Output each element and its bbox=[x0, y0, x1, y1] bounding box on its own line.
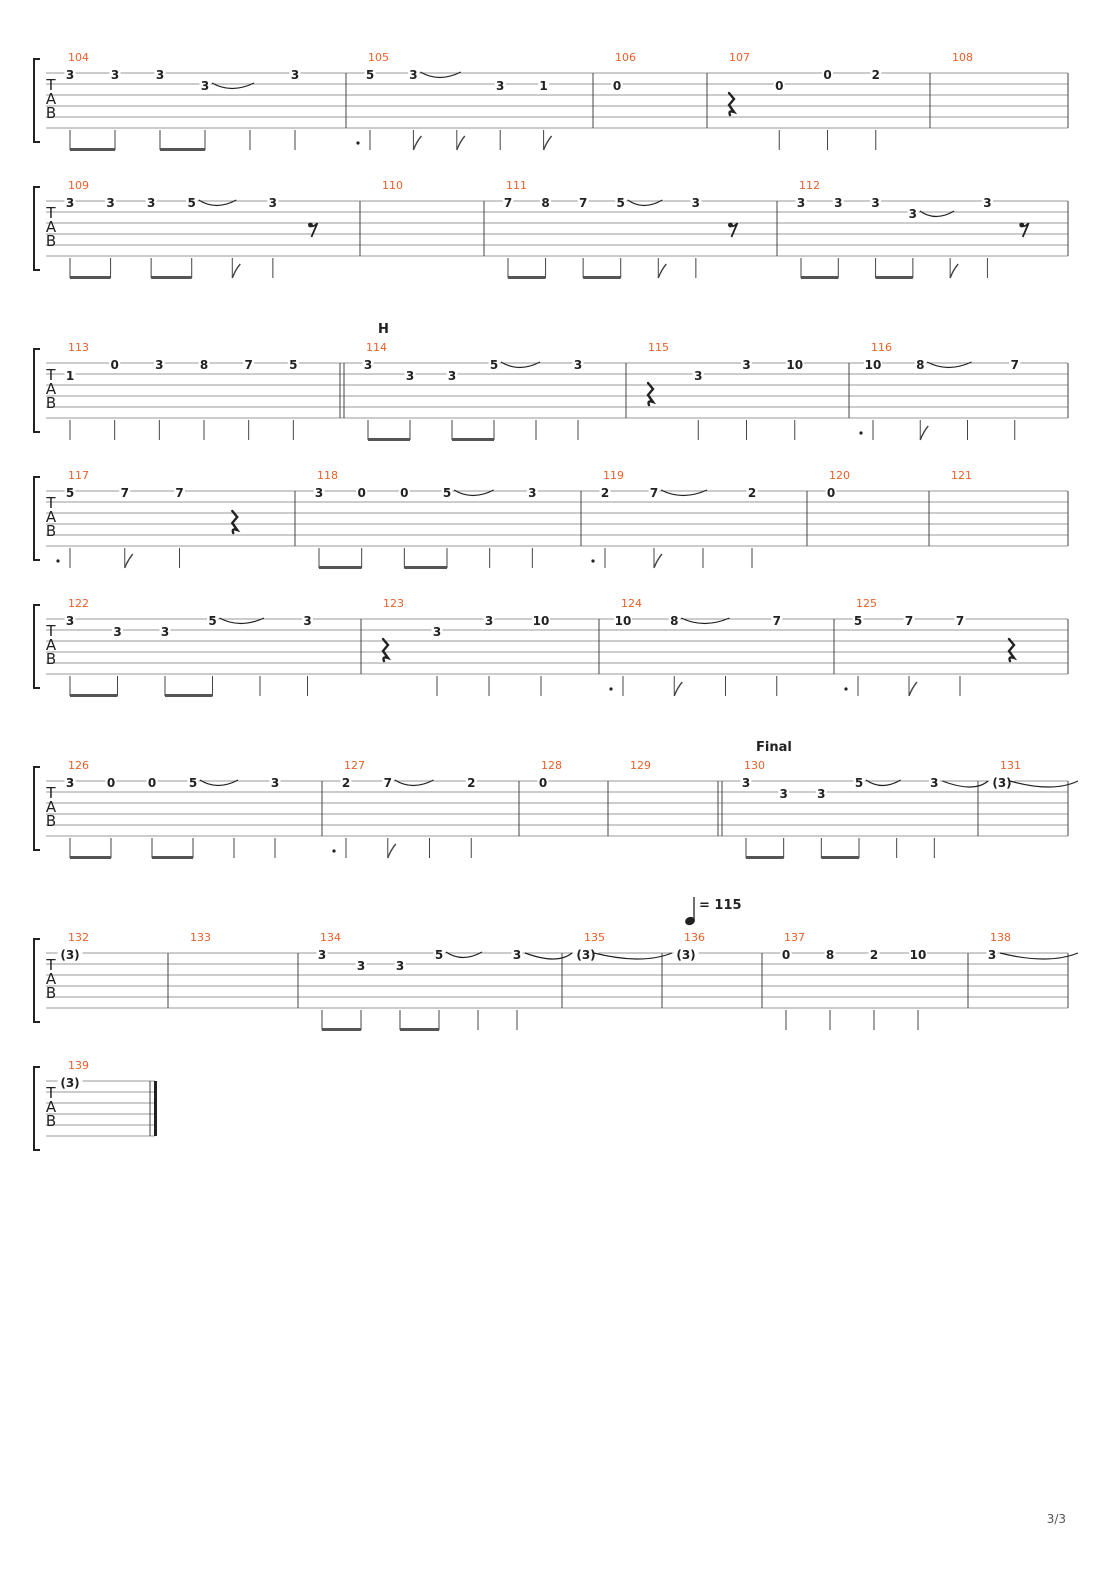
bar-number: 119 bbox=[603, 469, 624, 482]
beam bbox=[151, 276, 192, 279]
beam bbox=[70, 856, 111, 859]
beam bbox=[746, 856, 784, 859]
beam bbox=[70, 276, 111, 279]
staff-system bbox=[34, 897, 1078, 1031]
fret-number: 3 bbox=[447, 369, 457, 383]
quarter-rest bbox=[232, 511, 237, 533]
fret-number: 7 bbox=[578, 196, 588, 210]
eighth-flag bbox=[920, 426, 928, 440]
staff-system bbox=[34, 469, 1068, 569]
fret-number: 0 bbox=[823, 68, 832, 82]
bar-number: 130 bbox=[744, 759, 765, 772]
fret-number: 3 bbox=[270, 776, 280, 790]
fret-number: 3 bbox=[160, 625, 170, 639]
fret-number: 10 bbox=[532, 614, 550, 628]
fret-number: 0 bbox=[110, 358, 119, 372]
fret-number: 3 bbox=[496, 79, 505, 93]
tie-arc bbox=[525, 953, 572, 959]
fret-number: (3) bbox=[60, 1076, 80, 1090]
fret-number: 5 bbox=[489, 358, 499, 372]
fret-number: 3 bbox=[290, 68, 300, 82]
system-bracket bbox=[34, 187, 40, 270]
fret-number: 7 bbox=[955, 614, 965, 628]
fret-number: 8 bbox=[825, 948, 835, 962]
dot bbox=[859, 431, 862, 434]
fret-number: 7 bbox=[904, 614, 914, 628]
fret-number: 7 bbox=[244, 358, 253, 372]
beam bbox=[583, 276, 621, 279]
fret-number: 2 bbox=[747, 486, 757, 500]
fret-number: 7 bbox=[503, 196, 513, 210]
system-bracket bbox=[34, 1067, 40, 1150]
bar-number: 118 bbox=[317, 469, 338, 482]
system-bracket bbox=[34, 767, 40, 850]
bar-number: 108 bbox=[952, 51, 973, 64]
fret-number: 0 bbox=[781, 948, 791, 962]
beam bbox=[821, 856, 859, 859]
fret-number: 3 bbox=[110, 68, 120, 82]
fret-number: 0 bbox=[538, 776, 548, 790]
fret-number: 3 bbox=[65, 68, 75, 82]
bar-number: 114 bbox=[366, 341, 387, 354]
fret-number: 3 bbox=[834, 196, 843, 210]
bar-number: 104 bbox=[68, 51, 89, 64]
fret-number: 0 bbox=[826, 486, 836, 500]
fret-number: 3 bbox=[395, 959, 405, 973]
beam bbox=[322, 1028, 361, 1031]
eighth-flag bbox=[658, 264, 666, 278]
quarter-rest bbox=[1009, 639, 1014, 661]
bar-number: 109 bbox=[68, 179, 89, 192]
eighth-rest bbox=[729, 223, 737, 237]
eighth-flag bbox=[544, 136, 552, 150]
bar-number: 138 bbox=[990, 931, 1011, 944]
tie-arc bbox=[594, 953, 672, 959]
fret-number: 3 bbox=[930, 776, 939, 790]
fret-number: 3 bbox=[317, 948, 327, 962]
final-barline-thick bbox=[154, 1081, 157, 1136]
fret-number: 3 bbox=[983, 196, 992, 210]
beam bbox=[70, 694, 118, 697]
dot bbox=[609, 687, 612, 690]
eighth-flag bbox=[950, 264, 958, 278]
bar-number: 135 bbox=[584, 931, 605, 944]
fret-number: (3) bbox=[992, 776, 1012, 790]
fret-number: 3 bbox=[200, 79, 210, 93]
quarter-rest bbox=[648, 383, 653, 405]
fret-number: 10 bbox=[864, 358, 882, 372]
eighth-flag bbox=[125, 554, 133, 568]
fret-number: 7 bbox=[383, 776, 392, 790]
fret-number: (3) bbox=[576, 948, 596, 962]
bar-number: 121 bbox=[951, 469, 972, 482]
fret-number: 3 bbox=[363, 358, 373, 372]
bar-number: 125 bbox=[856, 597, 877, 610]
fret-number: 0 bbox=[612, 79, 622, 93]
staff-system bbox=[34, 322, 1068, 441]
section-marker: Final bbox=[756, 740, 792, 755]
fret-number: 3 bbox=[908, 207, 918, 221]
staff-system bbox=[34, 179, 1068, 279]
tab-clef-letter: B bbox=[45, 1112, 57, 1130]
fret-number: 3 bbox=[742, 358, 751, 372]
page-number: 3/3 bbox=[1046, 1512, 1066, 1526]
fret-number: 3 bbox=[691, 196, 701, 210]
tempo-label: = 115 bbox=[699, 898, 742, 913]
beam bbox=[452, 438, 494, 441]
beam bbox=[319, 566, 362, 569]
staff-system bbox=[34, 1059, 157, 1150]
fret-number: 3 bbox=[268, 196, 278, 210]
fret-number: 3 bbox=[871, 196, 880, 210]
tab-clef-letter: A bbox=[45, 798, 57, 816]
bar-number: 107 bbox=[729, 51, 750, 64]
bar-number: 132 bbox=[68, 931, 89, 944]
fret-number: 3 bbox=[65, 196, 75, 210]
tab-clef-letter: T bbox=[46, 494, 56, 512]
beam bbox=[152, 856, 193, 859]
system-bracket bbox=[34, 605, 40, 688]
fret-number: 5 bbox=[289, 358, 298, 372]
fret-number: 3 bbox=[817, 787, 826, 801]
fret-number: 7 bbox=[649, 486, 659, 500]
tab-clef-letter: T bbox=[46, 956, 56, 974]
tab-clef-letter: T bbox=[46, 204, 56, 222]
beam bbox=[404, 566, 447, 569]
system-bracket bbox=[34, 939, 40, 1022]
fret-number: 5 bbox=[208, 614, 217, 628]
eighth-flag bbox=[457, 136, 465, 150]
tab-clef-letter: B bbox=[45, 394, 57, 412]
fret-number: 3 bbox=[106, 196, 115, 210]
bar-number: 124 bbox=[621, 597, 642, 610]
fret-number: 3 bbox=[779, 787, 788, 801]
fret-number: 1 bbox=[539, 79, 548, 93]
bar-number: 111 bbox=[506, 179, 527, 192]
eighth-rest bbox=[309, 223, 317, 237]
fret-number: 3 bbox=[741, 776, 751, 790]
bar-number: 129 bbox=[630, 759, 651, 772]
dot bbox=[844, 687, 847, 690]
eighth-flag bbox=[674, 682, 682, 696]
tab-clef-letter: T bbox=[46, 1084, 56, 1102]
tie-arc bbox=[1000, 953, 1078, 959]
dot bbox=[591, 559, 594, 562]
fret-number: 0 bbox=[775, 79, 784, 93]
fret-number: 5 bbox=[188, 776, 198, 790]
tie-arc bbox=[942, 781, 988, 787]
fret-number: 3 bbox=[65, 776, 75, 790]
tab-clef-letter: B bbox=[45, 650, 57, 668]
fret-number: 1 bbox=[65, 369, 75, 383]
staff-system bbox=[34, 597, 1068, 697]
bar-number: 136 bbox=[684, 931, 705, 944]
fret-number: 10 bbox=[786, 358, 804, 372]
fret-number: 7 bbox=[772, 614, 781, 628]
staff-system bbox=[34, 740, 1078, 859]
fret-number: 3 bbox=[146, 196, 156, 210]
tab-clef-letter: B bbox=[45, 104, 57, 122]
tab-clef-letter: A bbox=[45, 1098, 57, 1116]
tab-clef-letter: T bbox=[46, 366, 56, 384]
fret-number: 7 bbox=[120, 486, 129, 500]
fret-number: 7 bbox=[175, 486, 184, 500]
fret-number: 3 bbox=[155, 68, 165, 82]
dot bbox=[56, 559, 59, 562]
bar-number: 113 bbox=[68, 341, 89, 354]
fret-number: 5 bbox=[616, 196, 625, 210]
fret-number: 3 bbox=[484, 614, 494, 628]
fret-number: 5 bbox=[187, 196, 196, 210]
bar-number: 127 bbox=[344, 759, 365, 772]
bar-number: 122 bbox=[68, 597, 89, 610]
bar-number: 110 bbox=[382, 179, 403, 192]
tab-clef-letter: A bbox=[45, 90, 57, 108]
bar-number: 131 bbox=[1000, 759, 1021, 772]
fret-number: 3 bbox=[987, 948, 997, 962]
tab-clef-letter: T bbox=[46, 784, 56, 802]
fret-number: 0 bbox=[147, 776, 157, 790]
fret-number: 3 bbox=[694, 369, 703, 383]
fret-number: 5 bbox=[854, 776, 864, 790]
bar-number: 106 bbox=[615, 51, 636, 64]
bar-number: 116 bbox=[871, 341, 892, 354]
tab-clef-letter: B bbox=[45, 984, 57, 1002]
fret-number: 2 bbox=[871, 68, 880, 82]
dot bbox=[356, 141, 359, 144]
tab-clef-letter: A bbox=[45, 970, 57, 988]
bar-number: 133 bbox=[190, 931, 211, 944]
tab-clef-letter: B bbox=[45, 232, 57, 250]
fret-number: 0 bbox=[400, 486, 409, 500]
fret-number: 10 bbox=[614, 614, 632, 628]
eighth-flag bbox=[232, 264, 240, 278]
fret-number: 2 bbox=[467, 776, 476, 790]
fret-number: 5 bbox=[65, 486, 75, 500]
fret-number: 2 bbox=[600, 486, 610, 500]
bar-number: 134 bbox=[320, 931, 341, 944]
bar-number: 137 bbox=[784, 931, 805, 944]
fret-number: 7 bbox=[1010, 358, 1019, 372]
bar-number: 120 bbox=[829, 469, 850, 482]
fret-number: 8 bbox=[670, 614, 679, 628]
fret-number: 3 bbox=[528, 486, 537, 500]
tab-clef-letter: B bbox=[45, 522, 57, 540]
beam bbox=[508, 276, 546, 279]
fret-number: 3 bbox=[303, 614, 312, 628]
fret-number: 3 bbox=[432, 625, 442, 639]
tab-clef-letter: B bbox=[45, 812, 57, 830]
tab-clef-letter: T bbox=[46, 622, 56, 640]
bar-number: 128 bbox=[541, 759, 562, 772]
tab-clef-letter: A bbox=[45, 636, 57, 654]
beam bbox=[165, 694, 213, 697]
system-bracket bbox=[34, 477, 40, 560]
fret-number: 3 bbox=[796, 196, 806, 210]
bar-number: 123 bbox=[383, 597, 404, 610]
tab-clef-letter: A bbox=[45, 508, 57, 526]
eighth-flag bbox=[413, 136, 421, 150]
fret-number: (3) bbox=[676, 948, 696, 962]
fret-number: 3 bbox=[113, 625, 122, 639]
tab-clef-letter: A bbox=[45, 218, 57, 236]
fret-number: 5 bbox=[365, 68, 375, 82]
beam bbox=[400, 1028, 439, 1031]
bar-number: 105 bbox=[368, 51, 389, 64]
fret-number: 5 bbox=[853, 614, 863, 628]
beam bbox=[70, 148, 115, 151]
bar-number: 117 bbox=[68, 469, 89, 482]
bar-number: 112 bbox=[799, 179, 820, 192]
fret-number: 3 bbox=[405, 369, 415, 383]
fret-number: 3 bbox=[409, 68, 418, 82]
fret-number: 10 bbox=[909, 948, 927, 962]
beam bbox=[801, 276, 838, 279]
fret-number: 3 bbox=[573, 358, 583, 372]
system-bracket bbox=[34, 59, 40, 142]
tab-clef-letter: A bbox=[45, 380, 57, 398]
tab-clef-letter: T bbox=[46, 76, 56, 94]
fret-number: 0 bbox=[357, 486, 366, 500]
fret-number: 8 bbox=[916, 358, 925, 372]
fret-number: 3 bbox=[356, 959, 366, 973]
bar-number: 126 bbox=[68, 759, 89, 772]
fret-number: 2 bbox=[869, 948, 879, 962]
bar-number: 139 bbox=[68, 1059, 89, 1072]
section-marker: H bbox=[378, 322, 389, 337]
quarter-rest bbox=[383, 639, 388, 661]
eighth-flag bbox=[388, 844, 396, 858]
fret-number: 5 bbox=[442, 486, 452, 500]
fret-number: 3 bbox=[65, 614, 75, 628]
fret-number: 3 bbox=[155, 358, 164, 372]
fret-number: (3) bbox=[60, 948, 80, 962]
fret-number: 5 bbox=[434, 948, 444, 962]
fret-number: 3 bbox=[314, 486, 324, 500]
fret-number: 2 bbox=[341, 776, 351, 790]
staff-system bbox=[34, 51, 1068, 151]
fret-number: 8 bbox=[541, 196, 550, 210]
eighth-flag bbox=[654, 554, 662, 568]
beam bbox=[160, 148, 205, 151]
system-bracket bbox=[34, 349, 40, 432]
eighth-flag bbox=[909, 682, 917, 696]
fret-number: 3 bbox=[512, 948, 522, 962]
bar-number: 115 bbox=[648, 341, 669, 354]
eighth-rest bbox=[1021, 223, 1029, 237]
fret-number: 8 bbox=[199, 358, 209, 372]
beam bbox=[368, 438, 410, 441]
dot bbox=[332, 849, 335, 852]
fret-number: 0 bbox=[106, 776, 116, 790]
beam bbox=[876, 276, 913, 279]
quarter-rest bbox=[729, 93, 734, 115]
